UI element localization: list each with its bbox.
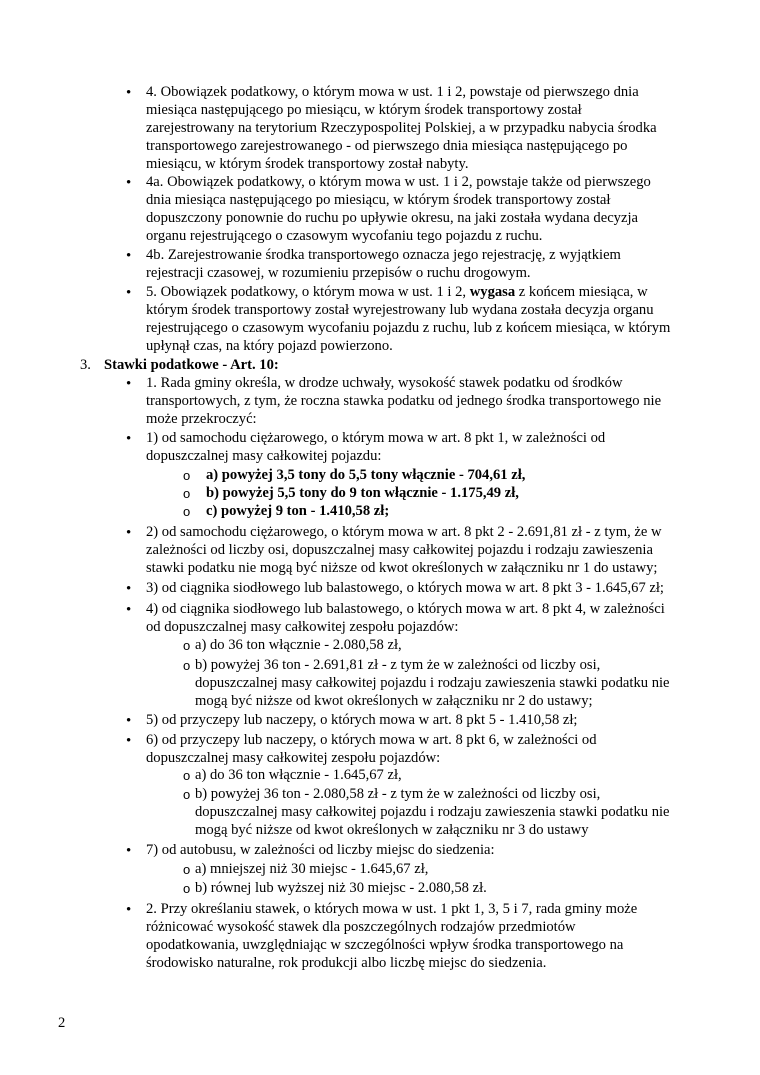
bullet-marker: • — [126, 581, 132, 597]
bold-term: wygasa — [469, 284, 516, 300]
bullet-marker: • — [126, 525, 132, 541]
tractor-4-sub-b: b) powyżej 36 ton - 2.691,81 zł - z tym że w zależności od liczby osi, dopuszczalnej masy całkowitej pojazdu i rodzaju zawieszenia stawki podatku nie mogą być niższe od kwot określonych w załączniku nr 2 do ustawy; — [195, 657, 670, 710]
bullet-marker: • — [126, 902, 132, 918]
bullet-marker: • — [126, 175, 132, 191]
sub-bullet-marker: o — [183, 881, 191, 896]
sub-bullet-marker: o — [183, 787, 191, 802]
paragraph-art10-1: 1. Rada gminy określa, w drodze uchwały, wysokość stawek podatku od środków transportowych, z tym, że roczna stawka podatku od jednego środka transportowego nie może przekroczyć: — [146, 375, 662, 428]
bus-7-sub-a: a) mniejszej niż 30 miejsc - 1.645,67 zł, — [195, 861, 429, 877]
tractor-4-sub-a: a) do 36 ton włącznie - 2.080,58 zł, — [195, 637, 402, 653]
trailer-6-sub-b: b) powyżej 36 ton - 2.080,58 zł - z tym że w zależności od liczby osi, dopuszczalnej masy całkowitej pojazdu i rodzaju zawieszenia stawki podatku nie mogą być niższe od kwot określonych w załączniku nr 3 do ustawy — [195, 786, 670, 839]
section-number: 3. — [80, 357, 91, 373]
sub-bullet-marker: o — [183, 862, 191, 877]
bullet-marker: • — [126, 733, 132, 749]
paragraph-trailer-5: 5) od przyczepy lub naczepy, o których mowa w art. 8 pkt 5 - 1.410,58 zł; — [146, 712, 578, 728]
paragraph-truck-1: 1) od samochodu ciężarowego, o którym mowa w art. 8 pkt 1, w zależności od dopuszczalnej masy całkowitej pojazdu: — [146, 430, 606, 465]
page-number: 2 — [58, 1015, 66, 1031]
sub-bullet-marker: o — [183, 504, 191, 519]
rate-b: b) powyżej 5,5 tony do 9 ton włącznie - 1.175,49 zł, — [206, 485, 519, 501]
bullet-marker: • — [126, 248, 132, 264]
section-heading: Stawki podatkowe - Art. 10: — [104, 357, 279, 373]
bullet-marker: • — [126, 285, 132, 301]
sub-bullet-marker: o — [183, 486, 191, 501]
bullet-marker: • — [126, 713, 132, 729]
paragraph-4b: 4b. Zarejestrowanie środka transportowego oznacza jego rejestrację, z wyjątkiem rejestracji czasowej, w rozumieniu przepisów o ruchu drogowym. — [146, 247, 621, 282]
sub-bullet-marker: o — [183, 468, 191, 483]
trailer-6-sub-a: a) do 36 ton włącznie - 1.645,67 zł, — [195, 767, 402, 783]
bus-7-sub-b: b) równej lub wyższej niż 30 miejsc - 2.080,58 zł. — [195, 880, 487, 896]
paragraph-truck-2: 2) od samochodu ciężarowego, o którym mowa w art. 8 pkt 2 - 2.691,81 zł - z tym, że w zależności od liczby osi, dopuszczalnej masy całkowitej pojazdu i rodzaju zawieszenia stawki podatku nie mogą być niższe od kwot określonych w załączniku nr 1 do ustawy; — [146, 524, 662, 577]
paragraph-bus-7: 7) od autobusu, w zależności od liczby miejsc do siedzenia: — [146, 842, 495, 858]
bullet-marker: • — [126, 843, 132, 859]
sub-bullet-marker: o — [183, 638, 191, 653]
paragraph-trailer-6: 6) od przyczepy lub naczepy, o których mowa w art. 8 pkt 6, w zależności od dopuszczalnej masy całkowitej zespołu pojazdów: — [146, 732, 597, 767]
bullet-marker: • — [126, 431, 132, 447]
bullet-marker: • — [126, 602, 132, 618]
paragraph-4: 4. Obowiązek podatkowy, o którym mowa w ust. 1 i 2, powstaje od pierwszego dnia miesiąca następującego po miesiącu, w którym środek transportowy został zarejestrowany na terytorium Rzeczypospolitej Polskiej, a w przypadku nabycia środka transportowego zarejestrowanego - od pierwszego dnia miesiąca następującego po miesiącu, w którym środek transportowy został nabyty. — [146, 84, 657, 173]
sub-bullet-marker: o — [183, 658, 191, 673]
paragraph-tractor-4: 4) od ciągnika siodłowego lub balastowego, o których mowa w art. 8 pkt 4, w zależności od dopuszczalnej masy całkowitej zespołu pojazdów: — [146, 601, 665, 636]
paragraph-art10-2: 2. Przy określaniu stawek, o których mowa w ust. 1 pkt 1, 3, 5 i 7, rada gminy może różnicować wysokość stawek dla poszczególnych rodzajów przedmiotów opodatkowania, uwzględniając w szczególności wpływ środka transportowego na środowisko naturalne, rok produkcji albo liczbę miejsc do siedzenia. — [146, 901, 638, 972]
paragraph-tractor-3: 3) od ciągnika siodłowego lub balastowego, o których mowa w art. 8 pkt 3 - 1.645,67 zł; — [146, 580, 664, 596]
bullet-marker: • — [126, 376, 132, 392]
bullet-marker: • — [126, 85, 132, 101]
rate-a: a) powyżej 3,5 tony do 5,5 tony włącznie - 704,61 zł, — [206, 467, 526, 483]
paragraph-5: 5. Obowiązek podatkowy, o którym mowa w ust. 1 i 2, wygasa z końcem miesiąca, w którym środek transportowy został wyrejestrowany lub wydana została decyzja organu rejestrującego o czasowym wycofaniu pojazdu z ruchu, lub z końcem miesiąca, w którym upłynął czas, na który pojazd powierzono. — [146, 284, 671, 355]
rate-c: c) powyżej 9 ton - 1.410,58 zł; — [206, 503, 390, 519]
sub-bullet-marker: o — [183, 768, 191, 783]
paragraph-4a: 4a. Obowiązek podatkowy, o którym mowa w ust. 1 i 2, powstaje także od pierwszego dnia miesiąca następującego po miesiącu, w którym środek transportowy został dopuszczony ponownie do ruchu po upływie okresu, na jaki została wydana decyzja organu rejestrującego o czasowym wycofaniu tego pojazdu z ruchu. — [146, 174, 651, 245]
